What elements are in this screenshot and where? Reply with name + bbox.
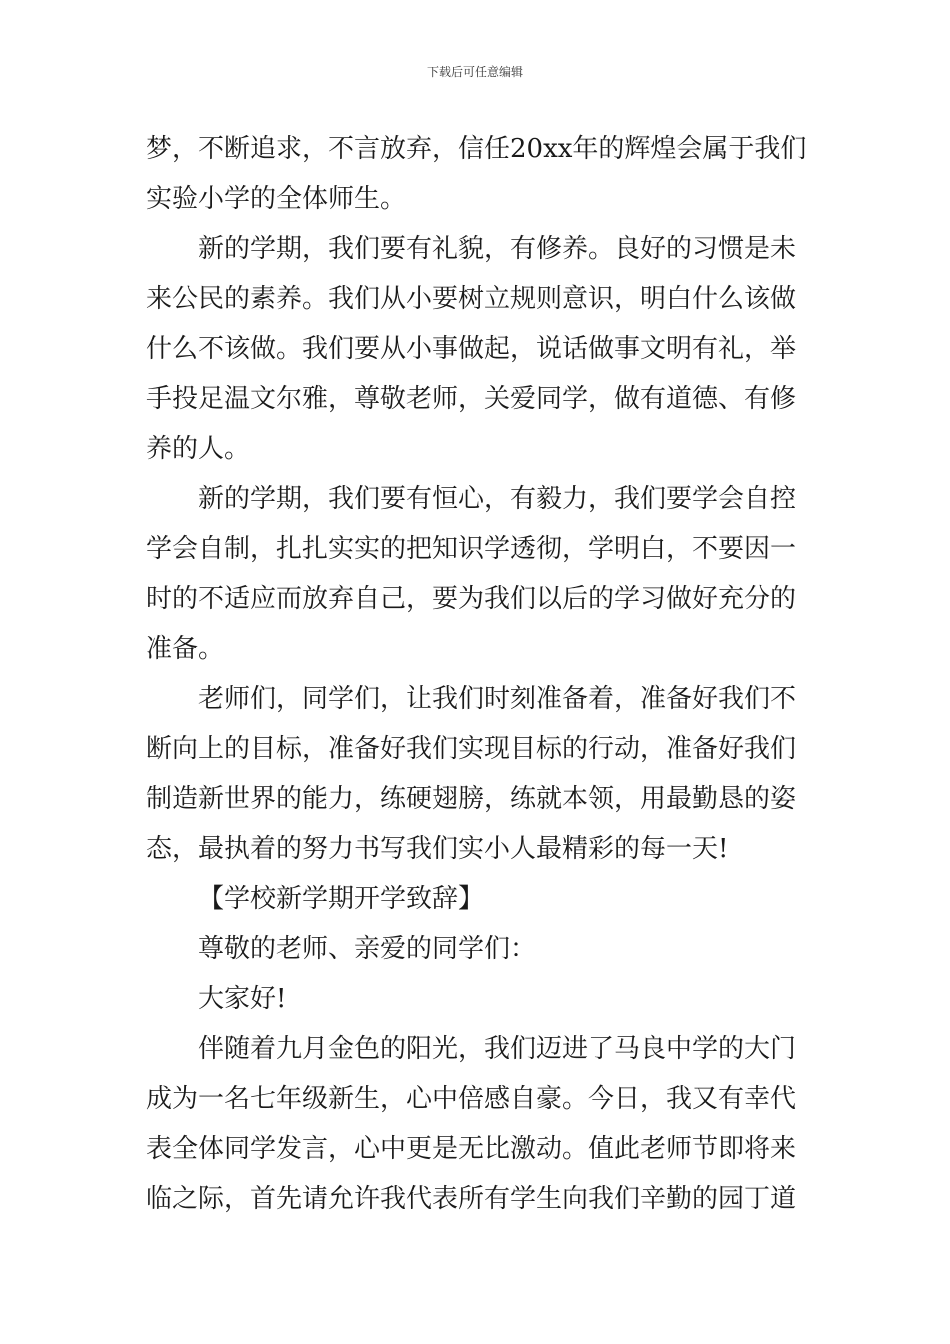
text-line: 准备。 xyxy=(146,634,225,664)
text-line: 手投足温文尔雅，尊敬老师，关爱同学，做有道德、有修 xyxy=(146,384,797,414)
header-note: 下载后可任意编辑 xyxy=(426,65,523,79)
text-line: 来公民的素养。我们从小要树立规则意识，明白什么该做 xyxy=(146,284,797,314)
text-line: 养的人。 xyxy=(146,434,251,464)
text-line: 态，最执着的努力书写我们实小人最精彩的每一天! xyxy=(146,834,729,864)
salutation: 尊敬的老师、亲爱的同学们： xyxy=(198,934,537,964)
text-line: 断向上的目标，准备好我们实现目标的行动，准备好我们 xyxy=(146,734,797,764)
text-line: 制造新世界的能力，练硬翅膀，练就本领，用最勤恳的姿 xyxy=(146,784,797,814)
text-line: 什么不该做。我们要从小事做起，说话做事文明有礼，举 xyxy=(146,334,797,364)
text-line: 临之际，首先请允许我代表所有学生向我们辛勤的园丁道 xyxy=(146,1184,797,1214)
text-line: 梦，不断追求，不言放弃，信任20xx年的辉煌会属于我们 xyxy=(146,134,807,164)
text-line: 时的不适应而放弃自己，要为我们以后的学习做好充分的 xyxy=(146,584,797,614)
text-line: 老师们，同学们，让我们时刻准备着，准备好我们不 xyxy=(198,684,797,714)
text-line: 新的学期，我们要有礼貌，有修养。良好的习惯是未 xyxy=(198,234,797,264)
text-line: 学会自制，扎扎实实的把知识学透彻，学明白，不要因一 xyxy=(146,534,797,564)
text-line: 伴随着九月金色的阳光，我们迈进了马良中学的大门 xyxy=(198,1034,797,1064)
text-line: 新的学期，我们要有恒心，有毅力，我们要学会自控 xyxy=(198,484,797,514)
document-body xyxy=(146,124,808,1224)
text-line: 表全体同学发言，心中更是无比激动。值此老师节即将来 xyxy=(146,1134,797,1164)
text-line: 实验小学的全体师生。 xyxy=(146,184,407,214)
greeting: 大家好! xyxy=(198,984,287,1014)
section-title: 【学校新学期开学致辞】 xyxy=(198,884,485,914)
text-line: 成为一名七年级新生，心中倍感自豪。今日，我又有幸代 xyxy=(146,1084,797,1114)
